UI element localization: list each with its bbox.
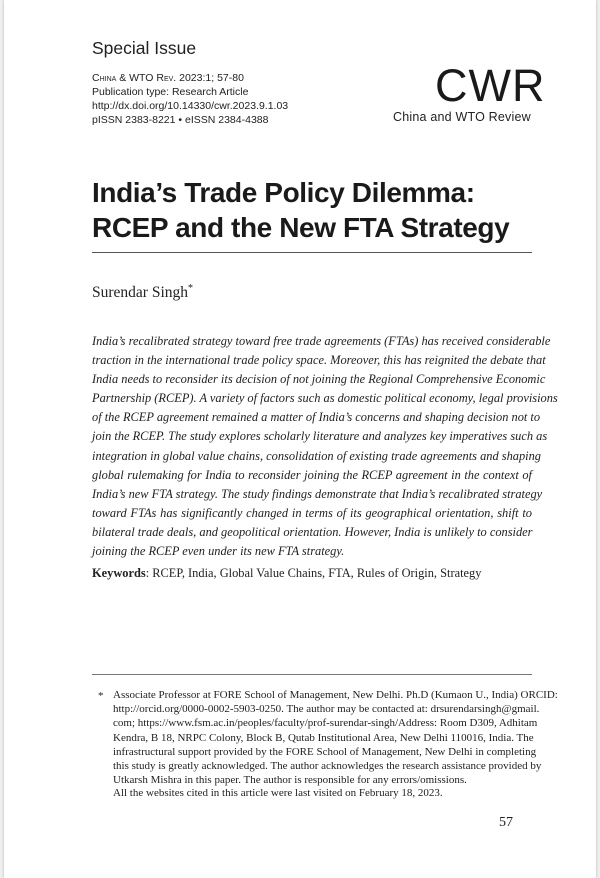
- footnote-line: Utkarsh Mishra in this paper. The author is responsible for any errors/omissions.: [113, 774, 467, 787]
- journal-citation: [92, 71, 288, 85]
- keywords: [92, 566, 481, 581]
- abstract-line: bilateral trade deals, and geopolitical orientation. However, India is unlikely to consider: [92, 524, 533, 539]
- journal-page: [4, 0, 596, 878]
- journal-name: China & WTO Rev.: [92, 72, 177, 84]
- title-divider: [92, 252, 532, 253]
- author-footnote-marker[interactable]: *: [188, 283, 194, 294]
- abstract-line: India needs to reconsider its decision of not joining the Regional Comprehensive Economic: [92, 372, 546, 387]
- abstract-line: traction in the international trade policy space. Moreover, this has reignited the debate that: [92, 353, 546, 368]
- abstract-line: India’s recalibrated strategy toward free trade agreements (FTAs) has received considerable: [92, 334, 551, 348]
- abstract-line: India’s new FTA strategy. The study findings demonstrate that India’s recalibrated strategy: [92, 486, 543, 501]
- page-number: 57: [499, 815, 513, 830]
- cwr-logo-subtitle: China and WTO Review: [393, 110, 531, 124]
- footnote-marker: *: [98, 690, 104, 702]
- footnote-line: http://orcid.org/0000-0002-5903-0250. The author may be contacted at: drsurendarsingh@gmail.: [113, 703, 540, 716]
- article-title: [92, 175, 552, 245]
- article-title-line: India’s Trade Policy Dilemma:: [92, 177, 475, 208]
- footnote-line: Associate Professor at FORE School of Management, New Delhi. Ph.D (Kumaon U., India) ORCID:: [113, 689, 558, 701]
- abstract-line: toward FTAs has significantly changed in terms of its geographical orientation, shift to: [92, 505, 532, 520]
- article-title-line: RCEP and the New FTA Strategy: [92, 212, 510, 243]
- abstract-line: integration in global value chains, consolidation of existing trade agreements and shaping: [92, 448, 542, 463]
- author-name: Surendar Singh: [92, 284, 189, 302]
- footnote-line: com; https://www.fsm.ac.in/peoples/faculty/prof-surendar-singh/Address: Room D309, Adhitam: [113, 717, 538, 730]
- keywords-list: : RCEP, India, Global Value Chains, FTA, Rules of Origin, Strategy: [145, 566, 482, 580]
- cwr-logo: CWR: [435, 60, 546, 111]
- footnote-line: this study is greatly acknowledged. The author acknowledges the research assistance provided by: [113, 760, 542, 773]
- issn-line: pISSN 2383-8221 • eISSN 2384-4388: [92, 114, 269, 126]
- special-issue-label: Special Issue: [92, 38, 197, 58]
- footnote-line: Kendra, B 18, NRPC Colony, Block B, Qutab Institutional Area, New Delhi 110016, India. The: [113, 731, 534, 744]
- author-line: [92, 283, 193, 302]
- article-metadata: [92, 71, 288, 127]
- abstract: [92, 332, 558, 561]
- abstract-line: of the RCEP agreement remained a matter of India’s concerns and shaping decision not to: [92, 410, 541, 425]
- abstract-line: global rulemaking for India to reconsider joining the RCEP agreement in the context of: [92, 467, 532, 482]
- abstract-line: join the RCEP. The study explores scholarly literature and analyzes key imperatives such as: [92, 429, 548, 444]
- journal-issue: 2023:1; 57-80: [176, 72, 244, 84]
- websites-note: All the websites cited in this article were last visited on February 18, 2023.: [113, 787, 443, 799]
- abstract-line: joining the RCEP even under its new FTA strategy.: [92, 544, 345, 559]
- abstract-line: Partnership (RCEP). A variety of factors such as domestic political economy, legal provisions: [92, 391, 558, 406]
- publication-type: Publication type: Research Article: [92, 86, 249, 98]
- author-footnote: [113, 688, 558, 787]
- keywords-label: Keywords: [92, 566, 146, 580]
- footnote-line: infrastructural support provided by the FORE School of Management, New Delhi in completing: [113, 745, 537, 758]
- footnote-divider: [92, 674, 532, 675]
- doi-link[interactable]: http://dx.doi.org/10.14330/cwr.2023.9.1.03: [92, 100, 289, 112]
